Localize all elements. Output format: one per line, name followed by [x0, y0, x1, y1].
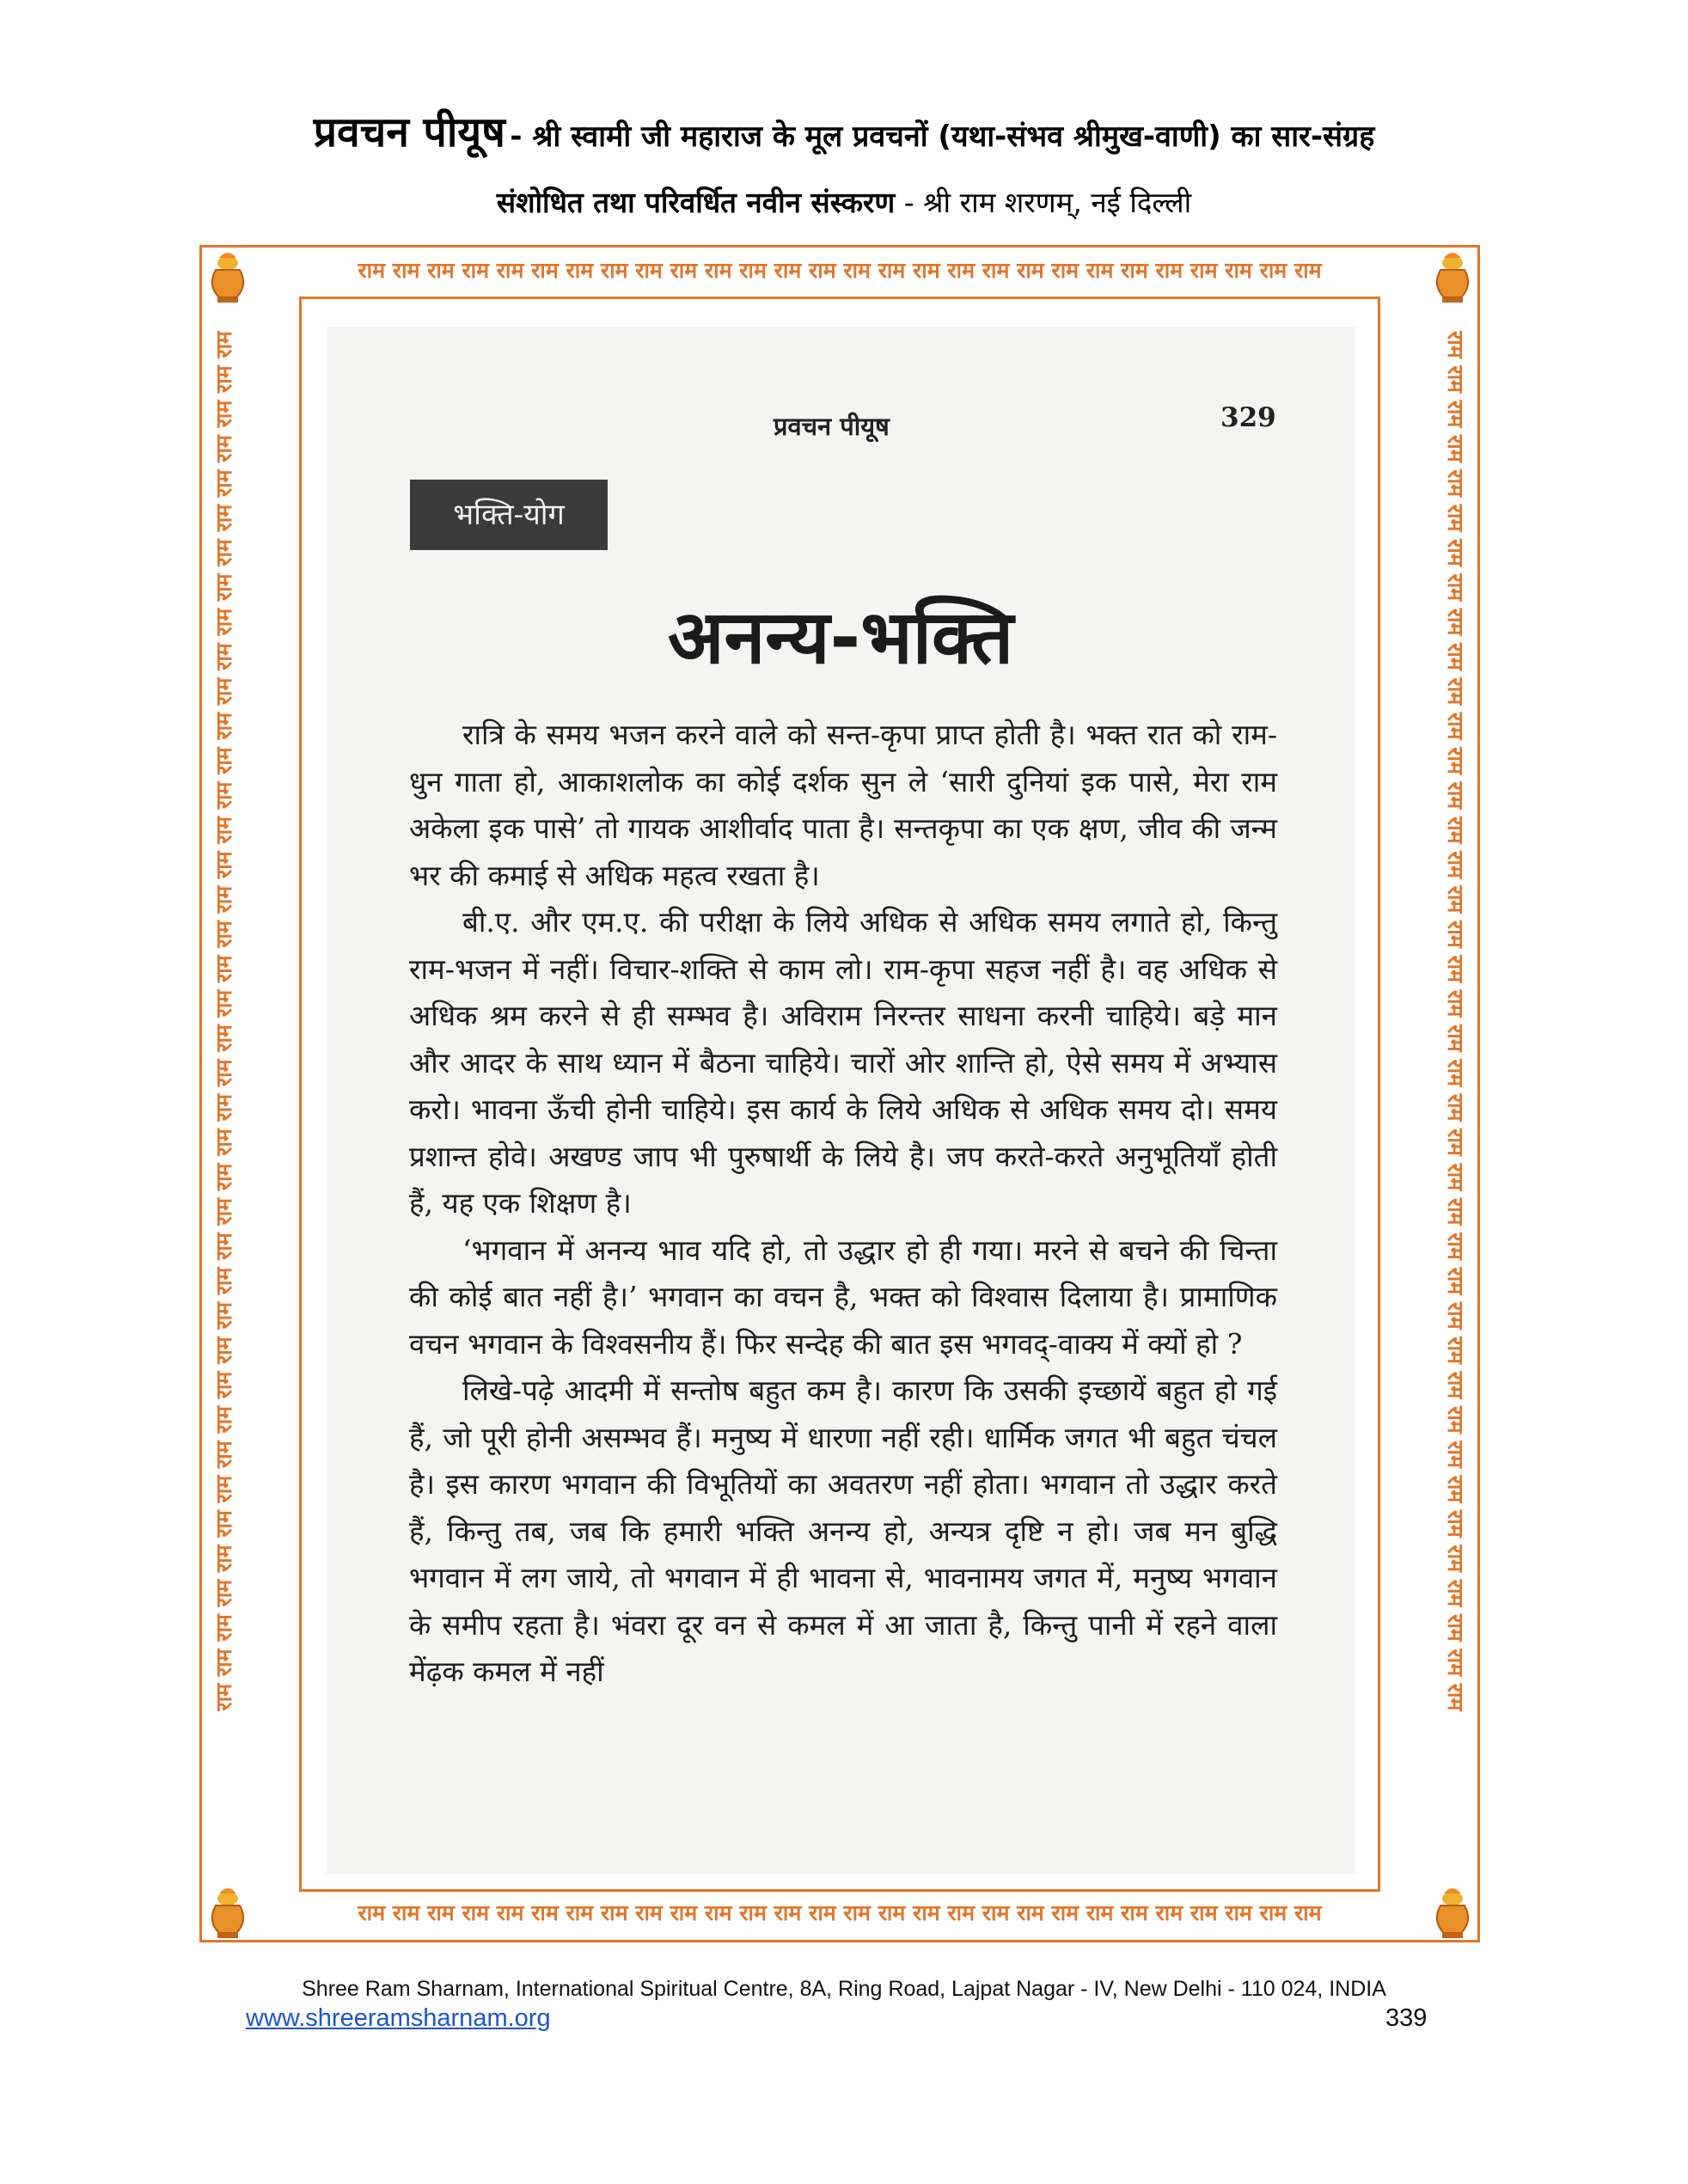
book-page-number: 329 [1220, 402, 1276, 433]
ram-border-right: राम राम राम राम राम राम राम राम राम राम राम राम राम राम राम राम राम राम राम राम राम राम राम राम राम राम राम राम राम राम राम राम राम राम राम राम राम राम राम राम [1443, 331, 1468, 1711]
footer-address: Shree Ram Sharnam, International Spiritual Centre, 8A, Ring Road, Lajpat Nagar - IV, New Delhi - 110 024, INDIA [302, 1977, 1386, 2001]
kalash-icon [204, 1887, 252, 1940]
kalash-icon [1428, 251, 1477, 304]
pdf-page-number: 339 [1385, 2004, 1428, 2032]
scanned-page [327, 327, 1355, 1874]
chapter-title: अनन्य-भक्ति [667, 595, 1014, 681]
running-head: प्रवचन पीयूष [774, 412, 890, 441]
body-text [409, 712, 1277, 1696]
document-header [0, 103, 1688, 159]
paragraph: बी.ए. और एम.ए. की परीक्षा के लिये अधिक से अधिक समय लगाते हो, किन्तु राम-भजन में नहीं। विचार-शक्ति से काम लो। राम-कृपा सहज नहीं है। वह अधिक से अधिक श्रम करने से ही सम्भव है। अविराम निरन्तर साधना करनी चाहिये। बड़े मान और आदर के साथ ध्यान में बैठना चाहिये। चारों ओर शान्ति हो, ऐसे समय में अभ्यास करो। भावना ऊँची होनी चाहिये। इस कार्य के लिये अधिक से अधिक समय दो। समय प्रशान्त होवे। अखण्ड जाप भी पुरुषार्थी के लिये है। जप करते-करते अनुभूतियाँ होती हैं, यह एक शिक्षण है। [409, 905, 1277, 1220]
website-link[interactable]: www.shreeramsharnam.org [246, 2004, 551, 2032]
ram-border-bottom: राम राम राम राम राम राम राम राम राम राम राम राम राम राम राम राम राम राम राम राम राम राम राम राम राम राम राम राम [358, 1900, 1322, 1925]
kalash-icon [1428, 1887, 1477, 1940]
section-badge: भक्ति-योग [410, 480, 608, 550]
ram-border-left: राम राम राम राम राम राम राम राम राम राम राम राम राम राम राम राम राम राम राम राम राम राम राम राम राम राम राम राम राम राम राम राम राम राम राम राम राम राम राम राम [211, 331, 236, 1711]
ram-border-top: राम राम राम राम राम राम राम राम राम राम राम राम राम राम राम राम राम राम राम राम राम राम राम राम राम राम राम राम [358, 258, 1322, 283]
edition-publisher: - श्री राम शरणम्, नई दिल्ली [895, 186, 1192, 219]
paragraph: लिखे-पढ़े आदमी में सन्तोष बहुत कम है। कारण कि उसकी इच्छायें बहुत हो गई हैं, जो पूरी होनी असम्भव हैं। मनुष्य में धारणा नहीं रही। धार्मिक जगत भी बहुत चंचल है। इस कारण भगवान की विभूतियों का अवतरण नहीं होता। भगवान तो उद्धार करते हैं, किन्तु तब, जब कि हमारी भक्ति अनन्य हो, अन्यत्र दृष्टि न हो। जब मन बुद्धि भगवान में लग जाये, तो भगवान में ही भावना से, भावनामय जगत में, मनुष्य भगवान के समीप रहता है। भंवरा दूर वन से कमल में आ जाता है, किन्तु पानी में रहने वाला मेंढ़क कमल में नहीं [409, 1373, 1277, 1688]
paragraph: रात्रि के समय भजन करने वाले को सन्त-कृपा प्राप्त होती है। भक्त रात को राम-धुन गाता हो, आकाशलोक का कोई दर्शक सुन ले ‘सारी दुनियां इक पासे, मेरा राम अकेला इक पासे’ तो गायक आशीर्वाद पाता है। सन्तकृपा का एक क्षण, जीव की जन्म भर की कमाई से अधिक महत्व रखता है। [409, 718, 1277, 892]
edition-line [0, 182, 1688, 221]
book-subtitle: - श्री स्वामी जी महाराज के मूल प्रवचनों (यथा-संभव श्रीमुख-वाणी) का सार-संग्रह [510, 119, 1375, 154]
book-title: प्रवचन पीयूष [313, 108, 505, 156]
edition-label: संशोधित तथा परिवर्धित नवीन संस्करण [496, 186, 896, 219]
kalash-icon [204, 251, 252, 304]
paragraph: ‘भगवान में अनन्य भाव यदि हो, तो उद्धार हो ही गया। मरने से बचने की चिन्ता की कोई बात नहीं है।’ भगवान का वचन है, भक्त को विश्वास दिलाया है। प्रामाणिक वचन भगवान के विश्वसनीय हैं। फिर सन्देह की बात इस भगवद्-वाक्य में क्यों हो ? [409, 1233, 1277, 1361]
